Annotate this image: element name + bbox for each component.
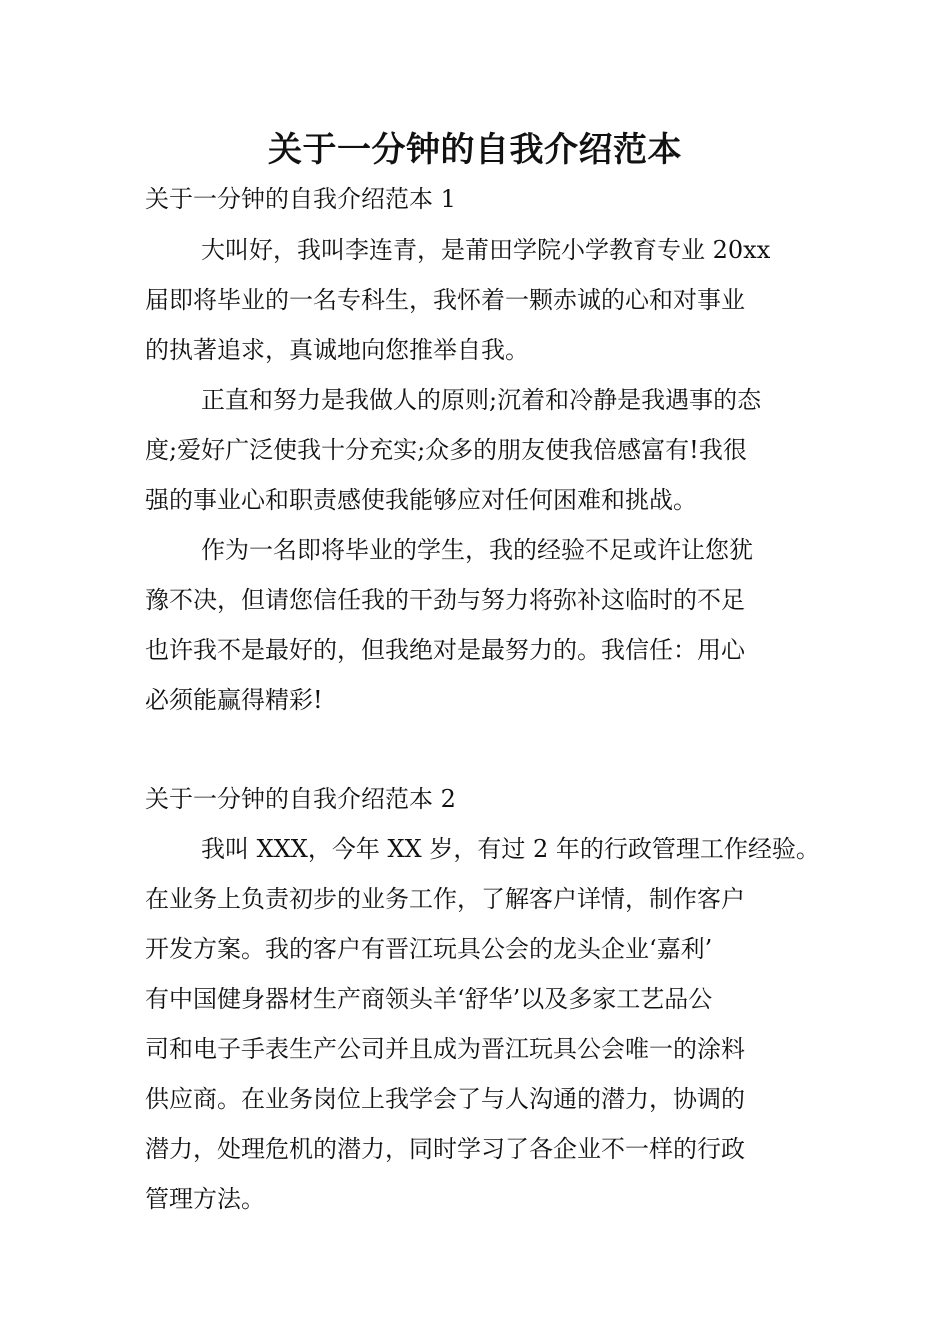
section-heading-1: 关于一分钟的自我介绍范本 1 [145,185,456,213]
paragraph [145,525,810,725]
paragraph-line: 必须能赢得精彩! [145,686,323,714]
paragraph [145,225,810,375]
paragraph-line: 的执著追求，真诚地向您推举自我。 [145,336,529,364]
document-title: 关于一分钟的自我介绍范本 [268,130,682,170]
paragraph-line: 我叫 XXX，今年 XX 岁，有过 2 年的行政管理工作经验。 [201,835,820,863]
paragraph [145,824,820,1224]
paragraph-line: 度;爱好广泛使我十分充实;众多的朋友使我倍感富有!我很 [145,436,747,464]
paragraph-line: 开发方案。我的客户有晋江玩具公会的龙头企业‘嘉利’ [145,935,713,963]
paragraph-line: 司和电子手表生产公司并且成为晋江玩具公会唯一的涂料 [145,1035,745,1063]
paragraph-line: 也许我不是最好的，但我绝对是最努力的。我信任：用心 [145,636,745,664]
section-heading-2: 关于一分钟的自我介绍范本 2 [145,785,456,813]
paragraph [145,375,810,525]
paragraph-line: 届即将毕业的一名专科生，我怀着一颗赤诚的心和对事业 [145,286,745,314]
paragraph-line: 供应商。在业务岗位上我学会了与人沟通的潜力，协调的 [145,1085,745,1113]
paragraph-line: 在业务上负责初步的业务工作，了解客户详情，制作客户 [145,885,745,913]
paragraph-line: 大叫好，我叫李连青，是莆田学院小学教育专业 20xx [201,236,771,264]
paragraph-line: 有中国健身器材生产商领头羊‘舒华’以及多家工艺品公 [145,985,713,1013]
paragraph-line: 强的事业心和职责感使我能够应对任何困难和挑战。 [145,486,697,514]
paragraph-line: 豫不决，但请您信任我的干劲与努力将弥补这临时的不足 [145,586,745,614]
paragraph-line: 潜力，处理危机的潜力，同时学习了各企业不一样的行政 [145,1135,745,1163]
paragraph-line: 管理方法。 [145,1185,265,1213]
paragraph-line: 正直和努力是我做人的原则;沉着和冷静是我遇事的态 [201,386,762,414]
paragraph-line: 作为一名即将毕业的学生，我的经验不足或许让您犹 [201,536,753,564]
